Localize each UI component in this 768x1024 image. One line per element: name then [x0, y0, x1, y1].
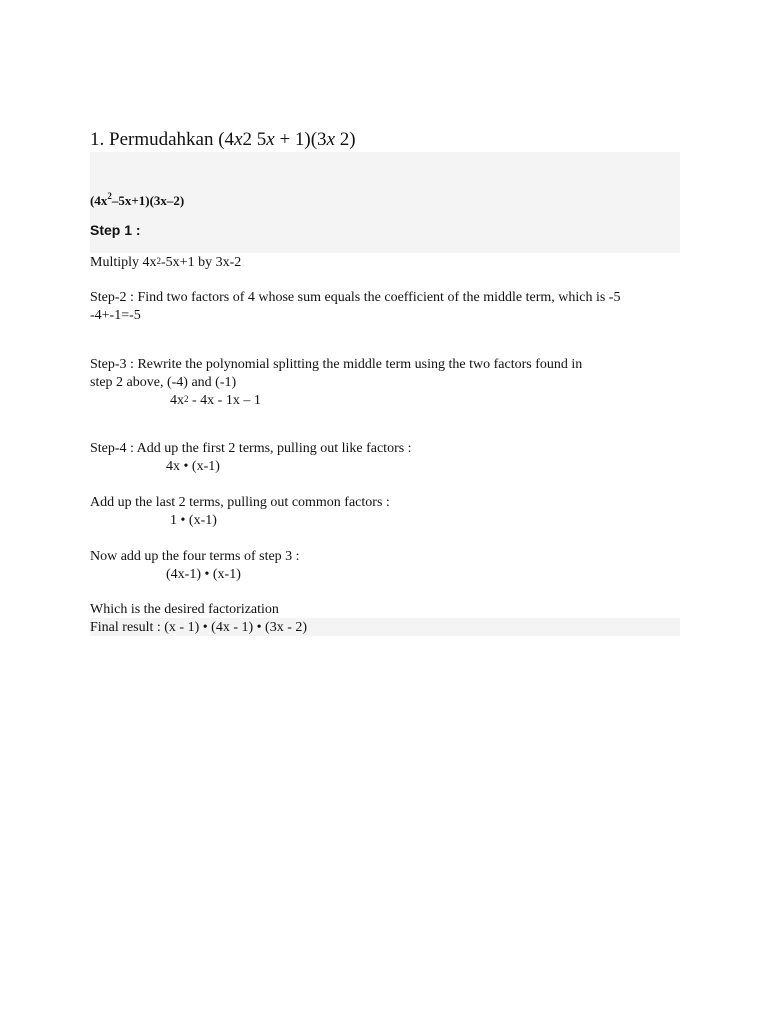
four-terms-text: Now add up the four terms of step 3 :	[90, 549, 300, 564]
step1-multiply: Multiply $4x^2-5x+1$ by 3x-2	[90, 255, 242, 270]
step3-text: Step-3 : Rewrite the polynomial splitting the middle term using the two factors found in	[90, 357, 583, 372]
step4-expression: 4x • (x-1)	[166, 459, 220, 474]
problem-title: 1. Permudahkan (4x2 5x + 1)(3x 2)	[90, 129, 356, 150]
final-result: Final result : (x - 1) • (4x - 1) • (3x - 2)	[90, 620, 308, 635]
last-terms-text: Add up the last 2 terms, pulling out common factors :	[90, 495, 390, 510]
four-terms-expression: (4x-1) • (x-1)	[166, 567, 241, 582]
last-terms-expression: 1 • (x-1)	[170, 513, 217, 528]
step1-heading: Step 1 :	[90, 222, 141, 238]
step4-text: Step-4 : Add up the first 2 terms, pulling out like factors :	[90, 441, 412, 456]
step2-text: Step-2 : Find two factors of 4 whose sum equals the coefficient of the middle term, which is -5	[90, 290, 621, 305]
step3-text-cont: step 2 above, (-4) and (-1)	[90, 375, 237, 390]
step3-expression: $4x^2 - 4x - 1x - 1$	[170, 393, 261, 408]
original-expression: $(4x^2-5x+1)(3x-2)$	[90, 191, 185, 208]
conclusion-text: Which is the desired factorization	[90, 602, 279, 617]
step2-sum: -4+-1=-5	[90, 308, 141, 323]
